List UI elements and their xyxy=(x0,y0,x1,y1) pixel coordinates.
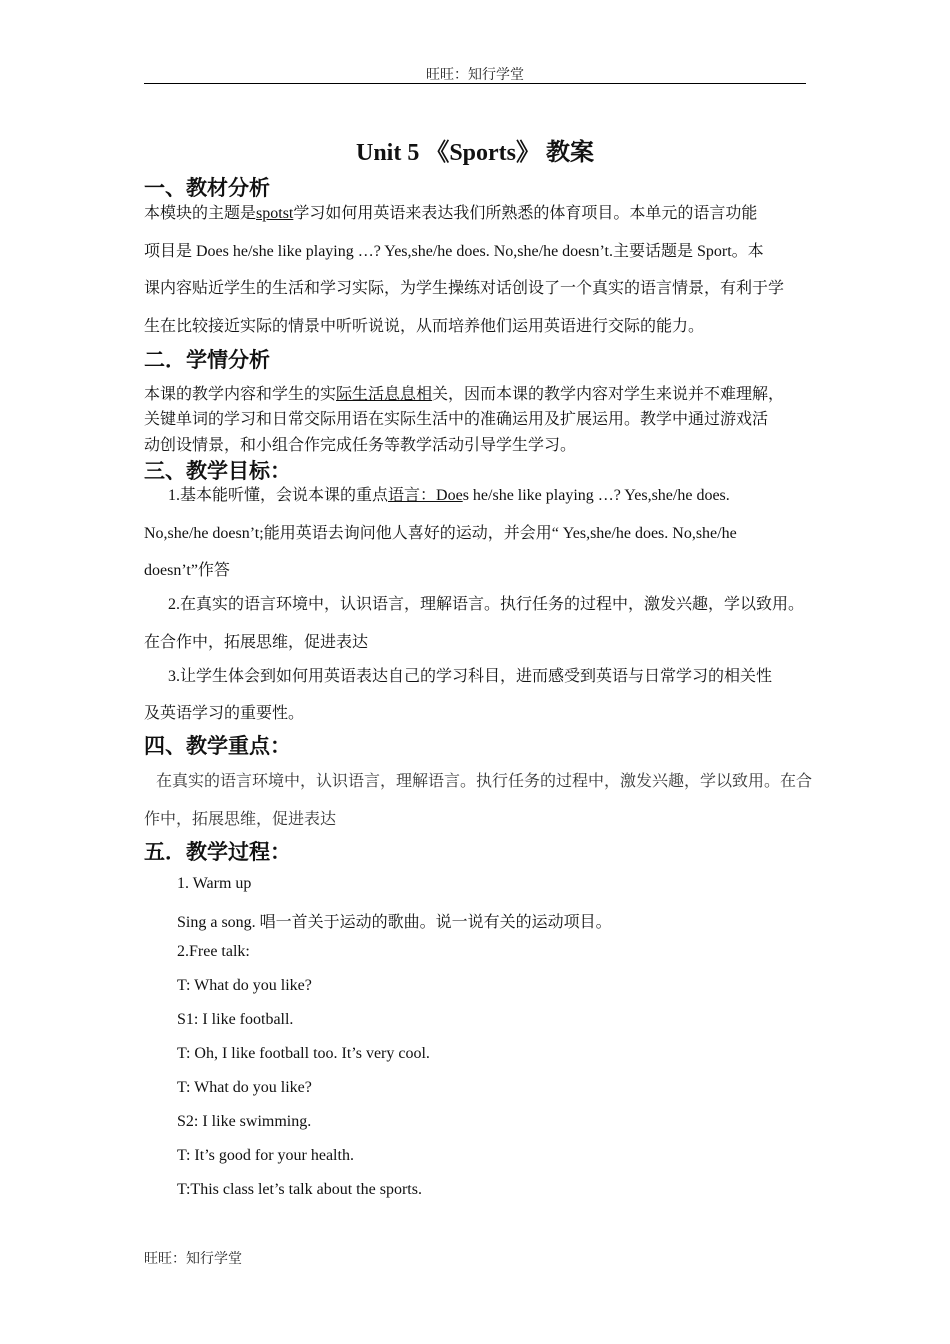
section-2-body xyxy=(144,381,806,456)
process-line: S2: I like swimming. xyxy=(177,1113,312,1130)
section-3-body xyxy=(144,482,806,722)
section-1-line: 生在比较接近实际的情景中听听说说，从而培养他们运用英语进行交际的能力。 xyxy=(144,318,705,335)
goal-1-line: doesn’t”作答 xyxy=(144,562,230,579)
text-span: 1.基本能听懂，会说本课的重点 xyxy=(168,487,389,504)
underlined-text: 际生活息息相 xyxy=(336,386,433,403)
page-header: 旺旺：知行学堂 xyxy=(426,68,524,83)
process-line: S1: I like football. xyxy=(177,1011,294,1028)
text-span: 本课的教学内容和学生的实 xyxy=(144,386,337,403)
text-span: 关，因而本课的教学内容对学生来说并不难理解， xyxy=(432,386,785,403)
section-1-line xyxy=(144,200,806,223)
section-1-body xyxy=(144,200,806,340)
goal-3-line: 及英语学习的重要性。 xyxy=(144,705,305,722)
section-4-line: 作中，拓展思维，促进表达 xyxy=(144,811,337,828)
page-footer: 旺旺：知行学堂 xyxy=(144,1252,242,1267)
section-4-line: 在真实的语言环境中，认识语言，理解语言。执行任务的过程中，激发兴趣，学以致用。在合 xyxy=(156,773,813,790)
section-1-line: 项目是 Does he/she like playing …? Yes,she/he does. No,she/he doesn’t.主要话题是 Sport。本 xyxy=(144,243,764,260)
section-heading-5: 五．教学过程： xyxy=(144,840,291,864)
section-heading-4: 四、教学重点： xyxy=(144,734,291,758)
section-heading-3: 三、教学目标： xyxy=(144,459,291,483)
process-line: T:This class let’s talk about the sports. xyxy=(177,1181,422,1198)
text-span: s he/she like playing …? Yes,she/he does. xyxy=(462,487,730,504)
section-2-line: 动创设情景，和小组合作完成任务等教学活动引导学生学习。 xyxy=(144,437,577,454)
goal-2-line: 2.在真实的语言环境中，认识语言，理解语言。执行任务的过程中，激发兴趣，学以致用。 xyxy=(168,596,805,613)
text-span: 学习如何用英语来表达我们所熟悉的体育项目。本单元的语言功能 xyxy=(293,205,758,222)
section-1-line: 课内容贴近学生的生活和学习实际，为学生操练对话创设了一个真实的语言情景，有利于学 xyxy=(144,280,785,297)
underlined-text: spotst xyxy=(256,205,294,222)
document-title: Unit 5 《Sports》 教案 xyxy=(355,140,595,166)
header-rule xyxy=(144,83,806,84)
process-line: T: What do you like? xyxy=(177,1079,312,1096)
section-2-line: 关键单词的学习和日常交际用语在实际生活中的准确运用及扩展运用。教学中通过游戏活 xyxy=(144,411,769,428)
teaching-process xyxy=(177,875,797,1215)
process-line: T: Oh, I like football too. It’s very cool. xyxy=(177,1045,430,1062)
goal-1-line: No,she/he doesn’t;能用英语去询问他人喜好的运动，并会用“ Yes,she/he does. No,she/he xyxy=(144,525,737,542)
goal-3-line: 3.让学生体会到如何用英语表达自己的学习科目，进而感受到英语与日常学习的相关性 xyxy=(168,668,773,685)
process-line: 1. Warm up xyxy=(177,875,252,892)
process-line: T: It’s good for your health. xyxy=(177,1147,354,1164)
section-4-body xyxy=(144,768,813,828)
section-2-line xyxy=(144,381,806,404)
goal-2-line: 在合作中，拓展思维，促进表达 xyxy=(144,634,369,651)
underlined-text: 语言：Doe xyxy=(388,487,463,504)
process-line: 2.Free talk: xyxy=(177,943,250,960)
text-span: 本模块的主题是 xyxy=(144,205,257,222)
process-line: Sing a song. 唱一首关于运动的歌曲。说一说有关的运动项目。 xyxy=(177,914,612,931)
section-heading-2: 二．学情分析 xyxy=(144,348,270,372)
goal-1-line xyxy=(144,482,806,505)
section-heading-1: 一、教材分析 xyxy=(144,176,270,200)
process-line: T: What do you like? xyxy=(177,977,312,994)
